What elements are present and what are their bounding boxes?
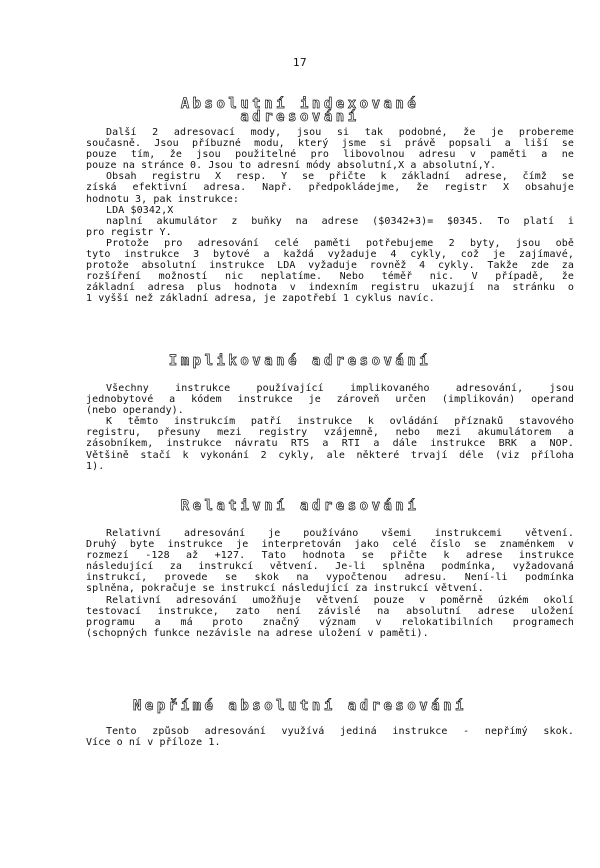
text-line: základní adresa plus hodnota v indexním registru ukazují na stránku o: [86, 282, 574, 294]
text-line: rozšíření možností nic neplatíme. Nebo téměř nic. V případě, že: [86, 271, 574, 283]
section-heading-indirect: [0, 700, 600, 713]
text-line: programu a má proto značný význam v relokatibilních programech: [86, 616, 574, 628]
section-body-relative: [86, 528, 574, 639]
text-line: naplní akumulátor z buňky na adrese ($0342+3)= $0345. To platí i: [106, 215, 574, 227]
section-heading-relative: [0, 500, 600, 513]
text-line: pro registr Y.: [86, 226, 172, 238]
text-line: Druhý byte instrukce je interpretován jako celé číslo se znaménkem v: [86, 539, 574, 551]
text-line: Další 2 adresovací mody, jsou si tak podobné, že je probereme: [106, 127, 574, 138]
text-line: rozmezí -128 až +127. Tato hodnota se přičte k adrese instrukce: [86, 550, 574, 562]
text-line: splněna, pokračuje se instrukcí následující za instrukcí větvení.: [86, 583, 484, 595]
text-line: (nebo operandy).: [86, 405, 184, 417]
text-line: instrukcí, provede se skok na vypočtenou adresu. Není-li podmínka: [86, 572, 574, 584]
text-line: Relativní adresování je používáno všemi instrukcemi větvení.: [106, 528, 574, 539]
section-heading-absolute-indexed: [0, 98, 600, 124]
text-line: K těmto instrukcím patří instrukce k ovládání příznaků stavového: [106, 416, 574, 428]
text-line: následující za instrukcí větvení. Je-li splněna podmínka, vyžadovaná: [86, 561, 574, 573]
text-line: pouze na stránce 0. Jsou to adresní módy absolutní,X a absolutní,Y.: [86, 160, 497, 172]
heading-line: Absolutní indexované: [180, 96, 420, 112]
text-line: registru, přesuny mezi registry vzájemně, nebo mezi akumulátorem a: [86, 427, 574, 439]
text-line: zásobníkem, instrukce návratu RTS a RTI a dále instrukce BRK a NOP.: [86, 438, 574, 450]
text-line: Tento způsob adresování využívá jediná instrukce - nepřímý skok.: [106, 726, 574, 737]
heading-line: Relativní adresování: [180, 498, 420, 514]
text-line: testovací instrukce, zato není závislé na absolutní adrese uložení: [86, 605, 574, 617]
text-line: Relativní adresování umožňuje větvení pouze v poměrně úzkém okolí: [106, 594, 574, 606]
text-line: LDA $0342,X: [106, 204, 174, 216]
text-line: 1).: [86, 460, 105, 472]
text-line: 1 vyšší než základní adresa, je zapotřebí 1 cyklus navíc.: [86, 293, 435, 305]
text-line: současně. Jsou příbuzné modu, který jsme si právě popsali a liší se: [86, 138, 574, 150]
section-body-indirect: [86, 726, 574, 748]
text-line: získá efektivní adresa. Např. předpokládejme, že registr X obsahuje: [86, 182, 574, 194]
heading-line: Nepřímé absolutní adresování: [132, 698, 467, 714]
text-line: jednobytové a kódem instrukce je zároveň určen (implikován) operand: [86, 394, 574, 406]
page-number: 17: [292, 56, 308, 69]
heading-line: Implikované adresování: [168, 353, 432, 369]
text-line: hodnotu 3, pak instrukce:: [86, 193, 240, 205]
section-heading-implied: [0, 355, 600, 368]
text-line: Obsah registru X resp. Y se přičte k základní adrese, čímž se: [106, 171, 574, 183]
text-line: pouze tím, že jsou použitelné pro libovolnou adresu v paměti a ne: [86, 149, 574, 161]
text-line: Více o ní v příloze 1.: [86, 737, 221, 749]
text-line: Všechny instrukce používající implikovaného adresování, jsou: [106, 383, 574, 394]
text-line: (schopných funkce nezávisle na adrese uložení v paměti).: [86, 627, 429, 639]
text-line: Protože pro adresování celé paměti potřebujeme 2 byty, jsou obě: [106, 237, 574, 249]
heading-line: adresování: [240, 109, 360, 125]
text-line: Většině stačí k vykonání 2 cykly, ale některé trvají déle (viz příloha: [86, 449, 574, 461]
text-line: tyto instrukce 3 bytové a každá vyžaduje 4 cykly, což je zajímavé,: [86, 249, 574, 261]
text-line: protože absolutní instrukce LDA vyžaduje rovněž 4 cykly. Takže zde za: [86, 260, 574, 272]
section-body-absolute-indexed: [86, 127, 574, 305]
section-body-implied: [86, 383, 574, 472]
